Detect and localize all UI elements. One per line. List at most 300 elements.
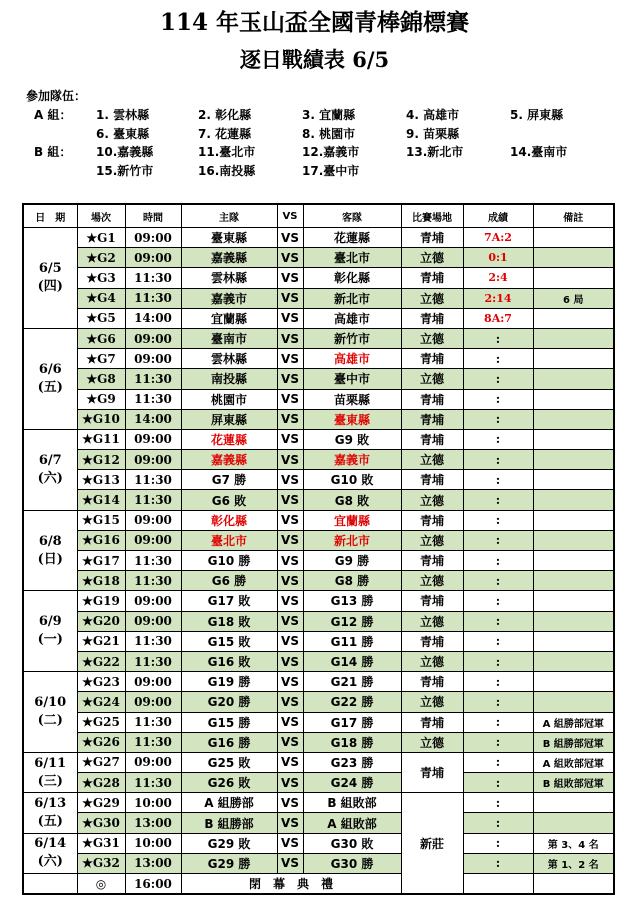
score: : bbox=[463, 349, 533, 369]
note bbox=[533, 470, 614, 490]
game-row bbox=[23, 571, 614, 591]
team-list bbox=[26, 86, 626, 180]
vs-label: VS bbox=[277, 349, 303, 369]
home-team: 花蓮縣 bbox=[181, 429, 277, 449]
game-time: 09:00 bbox=[125, 510, 181, 530]
date-weekday: (六) bbox=[37, 470, 63, 486]
home-team: G18 敗 bbox=[181, 611, 277, 631]
game-row bbox=[23, 490, 614, 510]
away-team: A 組敗部 bbox=[303, 813, 401, 833]
game-id: ★G21 bbox=[77, 631, 125, 651]
away-team: 苗栗縣 bbox=[303, 389, 401, 409]
score: 2:4 bbox=[463, 268, 533, 288]
group-a-label: A 組： bbox=[34, 108, 72, 122]
score: 7A:2 bbox=[463, 228, 533, 248]
team-entry: 2. 彰化縣 bbox=[198, 108, 252, 122]
game-id: ★G22 bbox=[77, 651, 125, 671]
venue: 立德 bbox=[401, 248, 463, 268]
home-team: 宜蘭縣 bbox=[181, 308, 277, 328]
game-time: 09:00 bbox=[125, 450, 181, 470]
vs-label: VS bbox=[277, 611, 303, 631]
date-cell bbox=[23, 793, 77, 833]
game-id: ★G32 bbox=[77, 853, 125, 873]
game-id: ★G30 bbox=[77, 813, 125, 833]
team-entry: 15.新竹市 bbox=[96, 163, 154, 178]
game-id: ★G9 bbox=[77, 389, 125, 409]
away-team: 彰化縣 bbox=[303, 268, 401, 288]
away-team: 新北市 bbox=[303, 530, 401, 550]
closing-symbol: ◎ bbox=[77, 874, 125, 895]
venue: 青埔 bbox=[401, 268, 463, 288]
venue: 立德 bbox=[401, 450, 463, 470]
game-id: ★G27 bbox=[77, 752, 125, 772]
game-time: 09:00 bbox=[125, 752, 181, 772]
game-row bbox=[23, 470, 614, 490]
date-cell bbox=[23, 328, 77, 429]
home-team: G19 勝 bbox=[181, 672, 277, 692]
score: : bbox=[463, 369, 533, 389]
team-entry: 3. 宜蘭縣 bbox=[302, 108, 356, 122]
note: A 組勝部冠軍 bbox=[533, 712, 614, 732]
note: A 組敗部冠軍 bbox=[533, 752, 614, 772]
game-id: ★G5 bbox=[77, 308, 125, 328]
game-id: ★G31 bbox=[77, 833, 125, 853]
home-team: G6 勝 bbox=[181, 571, 277, 591]
away-team: G22 勝 bbox=[303, 692, 401, 712]
game-time: 09:00 bbox=[125, 692, 181, 712]
vs-label: VS bbox=[277, 450, 303, 470]
score: : bbox=[463, 712, 533, 732]
score: : bbox=[463, 571, 533, 591]
venue: 立德 bbox=[401, 732, 463, 752]
home-team: G16 勝 bbox=[181, 732, 277, 752]
vs-label: VS bbox=[277, 591, 303, 611]
note bbox=[533, 510, 614, 530]
note bbox=[533, 551, 614, 571]
venue: 立德 bbox=[401, 651, 463, 671]
game-id: ★G15 bbox=[77, 510, 125, 530]
vs-label: VS bbox=[277, 470, 303, 490]
game-row bbox=[23, 530, 614, 550]
game-row bbox=[23, 752, 614, 772]
score: : bbox=[463, 813, 533, 833]
score: 2:14 bbox=[463, 288, 533, 308]
score: : bbox=[463, 409, 533, 429]
game-time: 09:00 bbox=[125, 429, 181, 449]
date-weekday: (四) bbox=[37, 278, 63, 294]
venue: 立德 bbox=[401, 490, 463, 510]
score: : bbox=[463, 672, 533, 692]
home-team: 嘉義縣 bbox=[181, 450, 277, 470]
date-day: 6/8 bbox=[38, 533, 62, 549]
date-weekday: (二) bbox=[37, 713, 63, 728]
team-entry: 4. 高雄市 bbox=[406, 108, 460, 122]
game-row bbox=[23, 429, 614, 449]
game-time: 11:30 bbox=[125, 389, 181, 409]
score: : bbox=[463, 732, 533, 752]
game-row bbox=[23, 409, 614, 429]
vs-label: VS bbox=[277, 409, 303, 429]
venue: 立德 bbox=[401, 611, 463, 631]
game-row bbox=[23, 268, 614, 288]
note bbox=[533, 228, 614, 248]
score: 8A:7 bbox=[463, 308, 533, 328]
team-entry: 14.臺南市 bbox=[510, 145, 568, 159]
score: : bbox=[463, 773, 533, 793]
game-time: 09:00 bbox=[125, 228, 181, 248]
game-id: ★G26 bbox=[77, 732, 125, 752]
away-team: G8 勝 bbox=[303, 571, 401, 591]
vs-label: VS bbox=[277, 833, 303, 853]
game-time: 11:30 bbox=[125, 571, 181, 591]
date-day: 6/7 bbox=[38, 452, 62, 468]
note bbox=[533, 672, 614, 692]
vs-label: VS bbox=[277, 510, 303, 530]
away-team: G11 勝 bbox=[303, 631, 401, 651]
game-time: 11:30 bbox=[125, 773, 181, 793]
home-team: 雲林縣 bbox=[181, 349, 277, 369]
note bbox=[533, 631, 614, 651]
score: 0:1 bbox=[463, 248, 533, 268]
note: 第 3、4 名 bbox=[533, 833, 614, 853]
note bbox=[533, 369, 614, 389]
game-time: 13:00 bbox=[125, 813, 181, 833]
home-team: 彰化縣 bbox=[181, 510, 277, 530]
note bbox=[533, 349, 614, 369]
vs-label: VS bbox=[277, 672, 303, 692]
game-row bbox=[23, 328, 614, 348]
date-weekday: (日) bbox=[37, 551, 63, 567]
group-a-row-2 bbox=[26, 125, 626, 144]
score: : bbox=[463, 510, 533, 530]
away-team: G14 勝 bbox=[303, 651, 401, 671]
away-team: 新北市 bbox=[303, 288, 401, 308]
note bbox=[533, 571, 614, 591]
game-time: 11:30 bbox=[125, 551, 181, 571]
away-team: G9 敗 bbox=[303, 429, 401, 449]
game-id: ★G24 bbox=[77, 692, 125, 712]
game-id: ★G16 bbox=[77, 530, 125, 550]
venue: 青埔 bbox=[401, 752, 463, 792]
away-team: 宜蘭縣 bbox=[303, 510, 401, 530]
game-time: 11:30 bbox=[125, 712, 181, 732]
vs-label: VS bbox=[277, 369, 303, 389]
home-team: G29 勝 bbox=[181, 853, 277, 873]
date-day: 6/6 bbox=[38, 361, 62, 377]
team-entry: 1. 雲林縣 bbox=[96, 108, 150, 122]
date-weekday: (三) bbox=[37, 773, 63, 789]
vs-label: VS bbox=[277, 228, 303, 248]
game-id: ★G18 bbox=[77, 571, 125, 591]
game-time: 09:00 bbox=[125, 248, 181, 268]
home-team: 嘉義縣 bbox=[181, 248, 277, 268]
away-team: 花蓮縣 bbox=[303, 228, 401, 248]
date-cell bbox=[23, 833, 77, 873]
away-team: 高雄市 bbox=[303, 308, 401, 328]
game-id: ★G28 bbox=[77, 773, 125, 793]
home-team: G10 勝 bbox=[181, 551, 277, 571]
away-team: 臺中市 bbox=[303, 369, 401, 389]
vs-label: VS bbox=[277, 571, 303, 591]
home-team: 南投縣 bbox=[181, 369, 277, 389]
away-team: G30 勝 bbox=[303, 853, 401, 873]
vs-label: VS bbox=[277, 813, 303, 833]
vs-label: VS bbox=[277, 248, 303, 268]
page-subtitle: 逐日戰績表 6/5 bbox=[239, 47, 390, 72]
team-entry: 6. 臺東縣 bbox=[96, 126, 150, 141]
date-cell bbox=[23, 672, 77, 753]
game-time: 11:30 bbox=[125, 631, 181, 651]
venue: 青埔 bbox=[401, 389, 463, 409]
game-row bbox=[23, 692, 614, 712]
game-row bbox=[23, 732, 614, 752]
vs-label: VS bbox=[277, 328, 303, 348]
closing-score-empty bbox=[463, 874, 533, 895]
game-time: 09:00 bbox=[125, 349, 181, 369]
game-row bbox=[23, 228, 614, 248]
group-b-row-1 bbox=[26, 143, 626, 162]
away-team: G9 勝 bbox=[303, 551, 401, 571]
vs-label: VS bbox=[277, 732, 303, 752]
away-team: G8 敗 bbox=[303, 490, 401, 510]
game-time: 10:00 bbox=[125, 833, 181, 853]
note: 6 局 bbox=[533, 288, 614, 308]
closing-note-empty bbox=[533, 874, 614, 895]
venue: 立德 bbox=[401, 288, 463, 308]
home-team: G15 敗 bbox=[181, 631, 277, 651]
note bbox=[533, 530, 614, 550]
vs-label: VS bbox=[277, 773, 303, 793]
game-id: ★G1 bbox=[77, 228, 125, 248]
note bbox=[533, 268, 614, 288]
game-id: ★G25 bbox=[77, 712, 125, 732]
score: : bbox=[463, 551, 533, 571]
game-time: 11:30 bbox=[125, 288, 181, 308]
team-entry: 16.南投縣 bbox=[198, 163, 256, 178]
vs-label: VS bbox=[277, 752, 303, 772]
col-vs: VS bbox=[277, 204, 303, 228]
score: : bbox=[463, 470, 533, 490]
team-entry: 9. 苗栗縣 bbox=[406, 126, 460, 141]
home-team: G6 敗 bbox=[181, 490, 277, 510]
date-day: 6/13 bbox=[34, 795, 67, 811]
game-time: 11:30 bbox=[125, 651, 181, 671]
game-time: 09:00 bbox=[125, 328, 181, 348]
home-team: B 組勝部 bbox=[181, 813, 277, 833]
note bbox=[533, 328, 614, 348]
game-row bbox=[23, 813, 614, 833]
venue: 青埔 bbox=[401, 409, 463, 429]
note bbox=[533, 813, 614, 833]
away-team: G17 勝 bbox=[303, 712, 401, 732]
away-team: 臺北市 bbox=[303, 248, 401, 268]
header-row bbox=[23, 204, 614, 228]
home-team: G17 敗 bbox=[181, 591, 277, 611]
schedule-body bbox=[23, 228, 614, 895]
game-time: 11:30 bbox=[125, 268, 181, 288]
col-away: 客隊 bbox=[303, 204, 401, 228]
game-id: ★G10 bbox=[77, 409, 125, 429]
venue: 青埔 bbox=[401, 308, 463, 328]
game-id: ★G6 bbox=[77, 328, 125, 348]
date-cell bbox=[23, 752, 77, 792]
col-game: 場次 bbox=[77, 204, 125, 228]
game-id: ★G23 bbox=[77, 672, 125, 692]
col-score: 成績 bbox=[463, 204, 533, 228]
game-time: 09:00 bbox=[125, 591, 181, 611]
col-date: 日 期 bbox=[23, 204, 77, 228]
away-team: G10 敗 bbox=[303, 470, 401, 490]
game-row bbox=[23, 288, 614, 308]
away-team: G21 勝 bbox=[303, 672, 401, 692]
home-team: G15 勝 bbox=[181, 712, 277, 732]
game-id: ★G4 bbox=[77, 288, 125, 308]
score: : bbox=[463, 429, 533, 449]
game-time: 09:00 bbox=[125, 611, 181, 631]
game-id: ★G29 bbox=[77, 793, 125, 813]
game-row bbox=[23, 551, 614, 571]
vs-label: VS bbox=[277, 793, 303, 813]
game-id: ★G2 bbox=[77, 248, 125, 268]
group-b-row-2 bbox=[26, 162, 626, 181]
game-row bbox=[23, 510, 614, 530]
vs-label: VS bbox=[277, 853, 303, 873]
venue: 青埔 bbox=[401, 672, 463, 692]
closing-row bbox=[23, 874, 614, 895]
page-title: 114 年玉山盃全國青棒錦標賽 bbox=[159, 9, 470, 36]
game-time: 13:00 bbox=[125, 853, 181, 873]
closing-time: 16:00 bbox=[125, 874, 181, 895]
note bbox=[533, 308, 614, 328]
game-id: ★G20 bbox=[77, 611, 125, 631]
venue: 青埔 bbox=[401, 712, 463, 732]
score: : bbox=[463, 611, 533, 631]
date-day: 6/10 bbox=[34, 695, 67, 710]
vs-label: VS bbox=[277, 651, 303, 671]
vs-label: VS bbox=[277, 429, 303, 449]
away-team: G30 敗 bbox=[303, 833, 401, 853]
away-team: 高雄市 bbox=[303, 349, 401, 369]
game-row bbox=[23, 308, 614, 328]
game-time: 09:00 bbox=[125, 530, 181, 550]
venue: 立德 bbox=[401, 369, 463, 389]
vs-label: VS bbox=[277, 288, 303, 308]
game-id: ★G3 bbox=[77, 268, 125, 288]
venue: 立德 bbox=[401, 530, 463, 550]
game-time: 11:30 bbox=[125, 369, 181, 389]
score: : bbox=[463, 793, 533, 813]
away-team: 新竹市 bbox=[303, 328, 401, 348]
note bbox=[533, 591, 614, 611]
team-entry: 12.嘉義市 bbox=[302, 145, 360, 159]
game-row bbox=[23, 450, 614, 470]
note: B 組敗部冠軍 bbox=[533, 773, 614, 793]
team-entry: 5. 屏東縣 bbox=[510, 108, 564, 122]
col-home: 主隊 bbox=[181, 204, 277, 228]
note bbox=[533, 692, 614, 712]
col-venue: 比賽場地 bbox=[401, 204, 463, 228]
game-time: 11:30 bbox=[125, 490, 181, 510]
venue: 青埔 bbox=[401, 551, 463, 571]
away-team: 嘉義市 bbox=[303, 450, 401, 470]
game-row bbox=[23, 773, 614, 793]
game-id: ★G19 bbox=[77, 591, 125, 611]
game-time: 10:00 bbox=[125, 793, 181, 813]
home-team: G7 勝 bbox=[181, 470, 277, 490]
game-row bbox=[23, 712, 614, 732]
closing-empty-date bbox=[23, 874, 77, 895]
vs-label: VS bbox=[277, 490, 303, 510]
team-entry: 13.新北市 bbox=[406, 145, 464, 159]
note bbox=[533, 793, 614, 813]
score: : bbox=[463, 490, 533, 510]
score: : bbox=[463, 591, 533, 611]
date-weekday: (一) bbox=[37, 632, 63, 648]
team-entry: 17.臺中市 bbox=[302, 163, 360, 178]
score: : bbox=[463, 530, 533, 550]
home-team: 屏東縣 bbox=[181, 409, 277, 429]
game-row bbox=[23, 793, 614, 813]
note bbox=[533, 248, 614, 268]
date-cell bbox=[23, 228, 77, 329]
group-b-label: B 組： bbox=[34, 145, 72, 159]
vs-label: VS bbox=[277, 551, 303, 571]
note bbox=[533, 611, 614, 631]
note bbox=[533, 429, 614, 449]
game-row bbox=[23, 369, 614, 389]
venue: 青埔 bbox=[401, 429, 463, 449]
note bbox=[533, 389, 614, 409]
home-team: 雲林縣 bbox=[181, 268, 277, 288]
game-time: 14:00 bbox=[125, 308, 181, 328]
date-day: 6/11 bbox=[34, 755, 67, 771]
note bbox=[533, 409, 614, 429]
game-id: ★G7 bbox=[77, 349, 125, 369]
team-entry: 10.嘉義縣 bbox=[96, 145, 154, 159]
date-cell bbox=[23, 510, 77, 591]
venue: 新莊 bbox=[401, 793, 463, 894]
schedule-table bbox=[22, 203, 615, 895]
venue: 立德 bbox=[401, 328, 463, 348]
home-team: 臺東縣 bbox=[181, 228, 277, 248]
date-day: 6/5 bbox=[38, 260, 62, 276]
col-note: 備註 bbox=[533, 204, 614, 228]
score: : bbox=[463, 853, 533, 873]
score: : bbox=[463, 389, 533, 409]
venue: 青埔 bbox=[401, 631, 463, 651]
venue: 青埔 bbox=[401, 349, 463, 369]
score: : bbox=[463, 752, 533, 772]
game-row bbox=[23, 248, 614, 268]
home-team: G16 敗 bbox=[181, 651, 277, 671]
note bbox=[533, 651, 614, 671]
score: : bbox=[463, 692, 533, 712]
score: : bbox=[463, 328, 533, 348]
game-row bbox=[23, 631, 614, 651]
game-id: ★G14 bbox=[77, 490, 125, 510]
venue: 立德 bbox=[401, 692, 463, 712]
game-row bbox=[23, 833, 614, 853]
game-time: 14:00 bbox=[125, 409, 181, 429]
score: : bbox=[463, 631, 533, 651]
venue: 青埔 bbox=[401, 591, 463, 611]
vs-label: VS bbox=[277, 530, 303, 550]
team-entry: 7. 花蓮縣 bbox=[198, 126, 252, 141]
score: : bbox=[463, 651, 533, 671]
note: B 組勝部冠軍 bbox=[533, 732, 614, 752]
home-team: 嘉義市 bbox=[181, 288, 277, 308]
date-weekday: (五) bbox=[37, 379, 63, 395]
